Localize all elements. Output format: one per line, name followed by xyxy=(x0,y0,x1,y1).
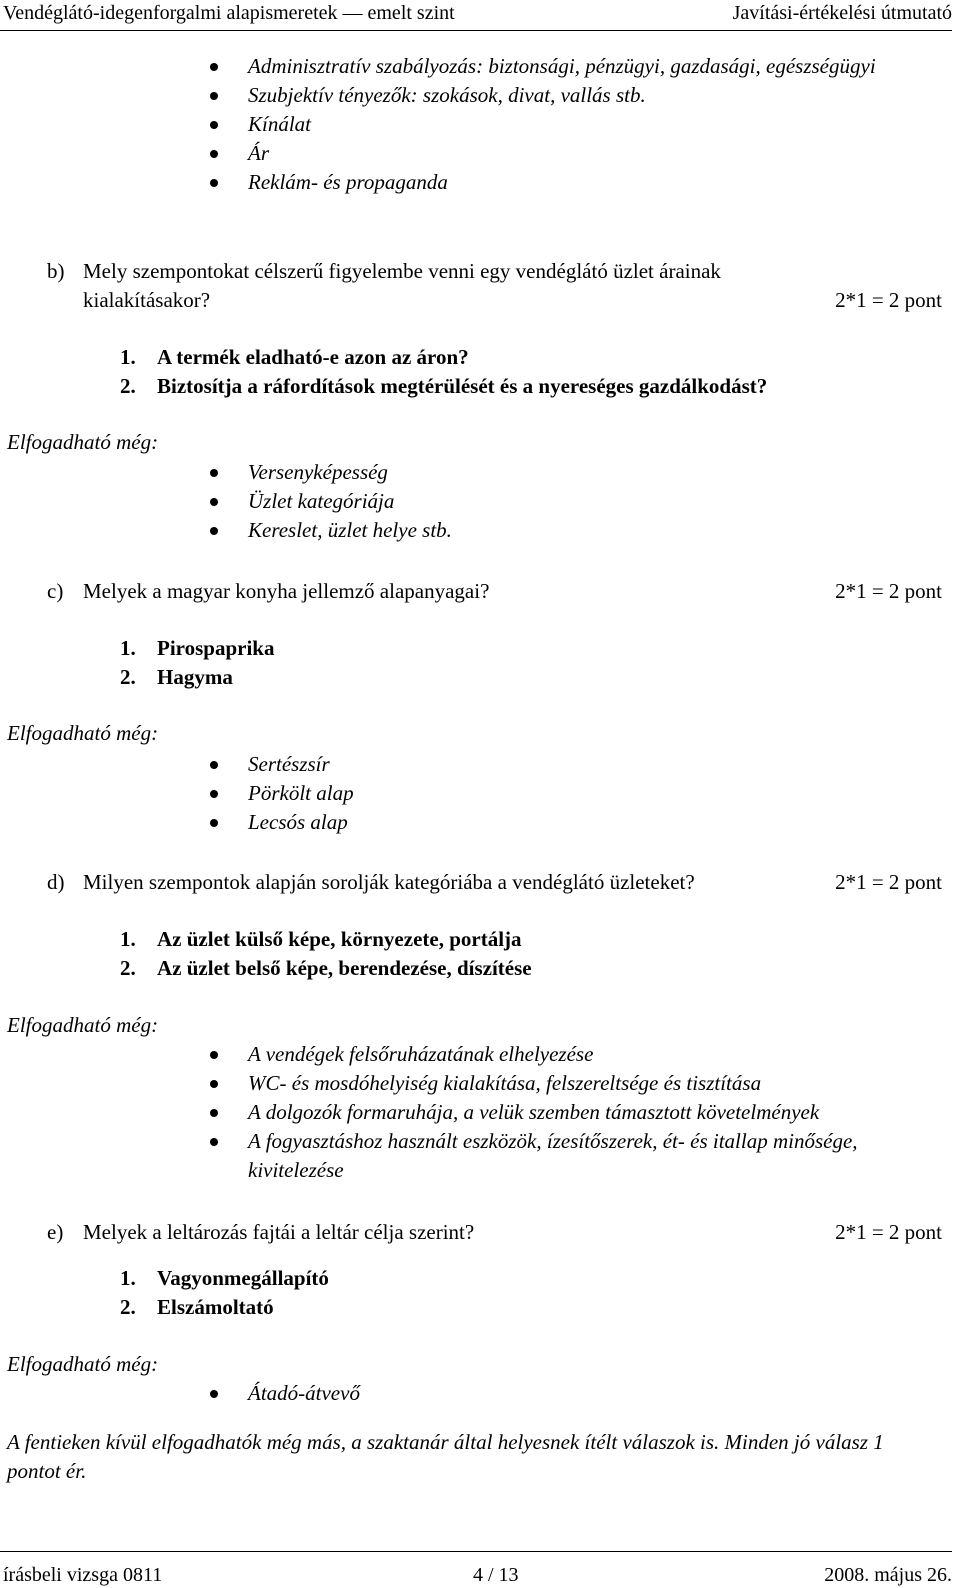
answers-b xyxy=(120,343,767,401)
question-label: b) xyxy=(47,259,65,283)
question-text-continued: kialakításakor? xyxy=(83,288,211,312)
accept-list-c xyxy=(204,750,354,837)
answer-item: 1. Vagyonmegállapító xyxy=(120,1266,329,1290)
accept-label: Elfogadható még: xyxy=(7,1352,159,1376)
accept-list-e xyxy=(204,1379,360,1408)
list-item: WC- és mosdóhelyiség kialakítása, felszereltsége és tisztítása xyxy=(204,1069,944,1098)
question-label: d) xyxy=(47,870,65,894)
answers-c xyxy=(120,634,274,692)
question-e xyxy=(47,1218,942,1247)
list-item: Sertészsír xyxy=(204,750,354,779)
question-text: Mely szempontokat célszerű figyelembe venni egy vendéglátó üzlet árainak xyxy=(83,259,721,283)
question-text: Melyek a magyar konyha jellemző alapanyagai? xyxy=(83,579,490,603)
answer-item: 1. Pirospaprika xyxy=(120,636,275,660)
list-item: Versenyképesség xyxy=(204,458,452,487)
points: 2*1 = 2 pont xyxy=(835,579,942,603)
list-item: A vendégek felsőruházatának elhelyezése xyxy=(204,1040,944,1069)
list-item: Szubjektív tényezők: szokások, divat, vallás stb. xyxy=(204,81,924,110)
list-item: Ár xyxy=(204,139,924,168)
answer-item: 2. Hagyma xyxy=(120,665,233,689)
accept-label: Elfogadható még: xyxy=(7,1013,159,1037)
question-text: Milyen szempontok alapján sorolják kategóriába a vendéglátó üzleteket? xyxy=(83,870,695,894)
list-item: A dolgozók formaruhája, a velük szemben támasztott követelmények xyxy=(204,1098,944,1127)
answer-item: 1. A termék eladható-e azon az áron? xyxy=(120,345,469,369)
page-header xyxy=(0,0,952,31)
answer-item: 2. Elszámoltató xyxy=(120,1295,274,1319)
list-item: Üzlet kategóriája xyxy=(204,487,452,516)
list-item: Pörkölt alap xyxy=(204,779,354,808)
list-item: Lecsós alap xyxy=(204,808,354,837)
page-footer xyxy=(0,1551,952,1588)
answer-item: 2. Biztosítja a ráfordítások megtérülését és a nyereséges gazdálkodást? xyxy=(120,374,768,398)
points: 2*1 = 2 pont xyxy=(835,1220,942,1244)
answer-item: 1. Az üzlet külső képe, környezete, portálja xyxy=(120,927,522,951)
header-subtitle: Javítási-értékelési útmutató xyxy=(732,2,952,24)
exam-date: 2008. május 26. xyxy=(824,1564,952,1586)
list-item: Kereslet, üzlet helye stb. xyxy=(204,516,452,545)
question-label: c) xyxy=(47,579,64,603)
list-item: Átadó-átvevő xyxy=(204,1379,360,1408)
question-b xyxy=(47,257,942,315)
closing-note: A fentieken kívül elfogadhatók még más, a szaktanár által helyesnek ítélt válaszok is. Minden jó válasz 1 pontot ér. xyxy=(7,1430,884,1483)
accept-label: Elfogadható még: xyxy=(7,721,159,745)
exam-code: írásbeli vizsga 0811 xyxy=(3,1564,163,1586)
points: 2*1 = 2 pont xyxy=(835,288,942,312)
answer-item: 2. Az üzlet belső képe, berendezése, díszítése xyxy=(120,956,532,980)
accept-label: Elfogadható még: xyxy=(7,430,159,454)
list-item: Reklám- és propaganda xyxy=(204,168,924,197)
list-item: Kínálat xyxy=(204,110,924,139)
list-item: Adminisztratív szabályozás: biztonsági, pénzügyi, gazdasági, egészségügyi xyxy=(204,52,924,81)
accept-list-d xyxy=(204,1040,944,1185)
question-d xyxy=(47,868,942,897)
answers-e xyxy=(120,1264,329,1322)
points: 2*1 = 2 pont xyxy=(835,870,942,894)
list-item: A fogyasztáshoz használt eszközök, ízesítőszerek, ét- és itallap minősége, kivitelezése xyxy=(204,1127,868,1185)
question-c xyxy=(47,577,942,606)
accept-list-b xyxy=(204,458,452,545)
answers-d xyxy=(120,925,532,983)
page-number: 4 / 13 xyxy=(473,1564,519,1586)
question-label: e) xyxy=(47,1220,64,1244)
top-bullet-list xyxy=(204,52,924,197)
question-text: Melyek a leltározás fajtái a leltár célja szerint? xyxy=(83,1220,475,1244)
header-title: Vendéglátó-idegenforgalmi alapismeretek — emelt szint xyxy=(3,2,455,24)
